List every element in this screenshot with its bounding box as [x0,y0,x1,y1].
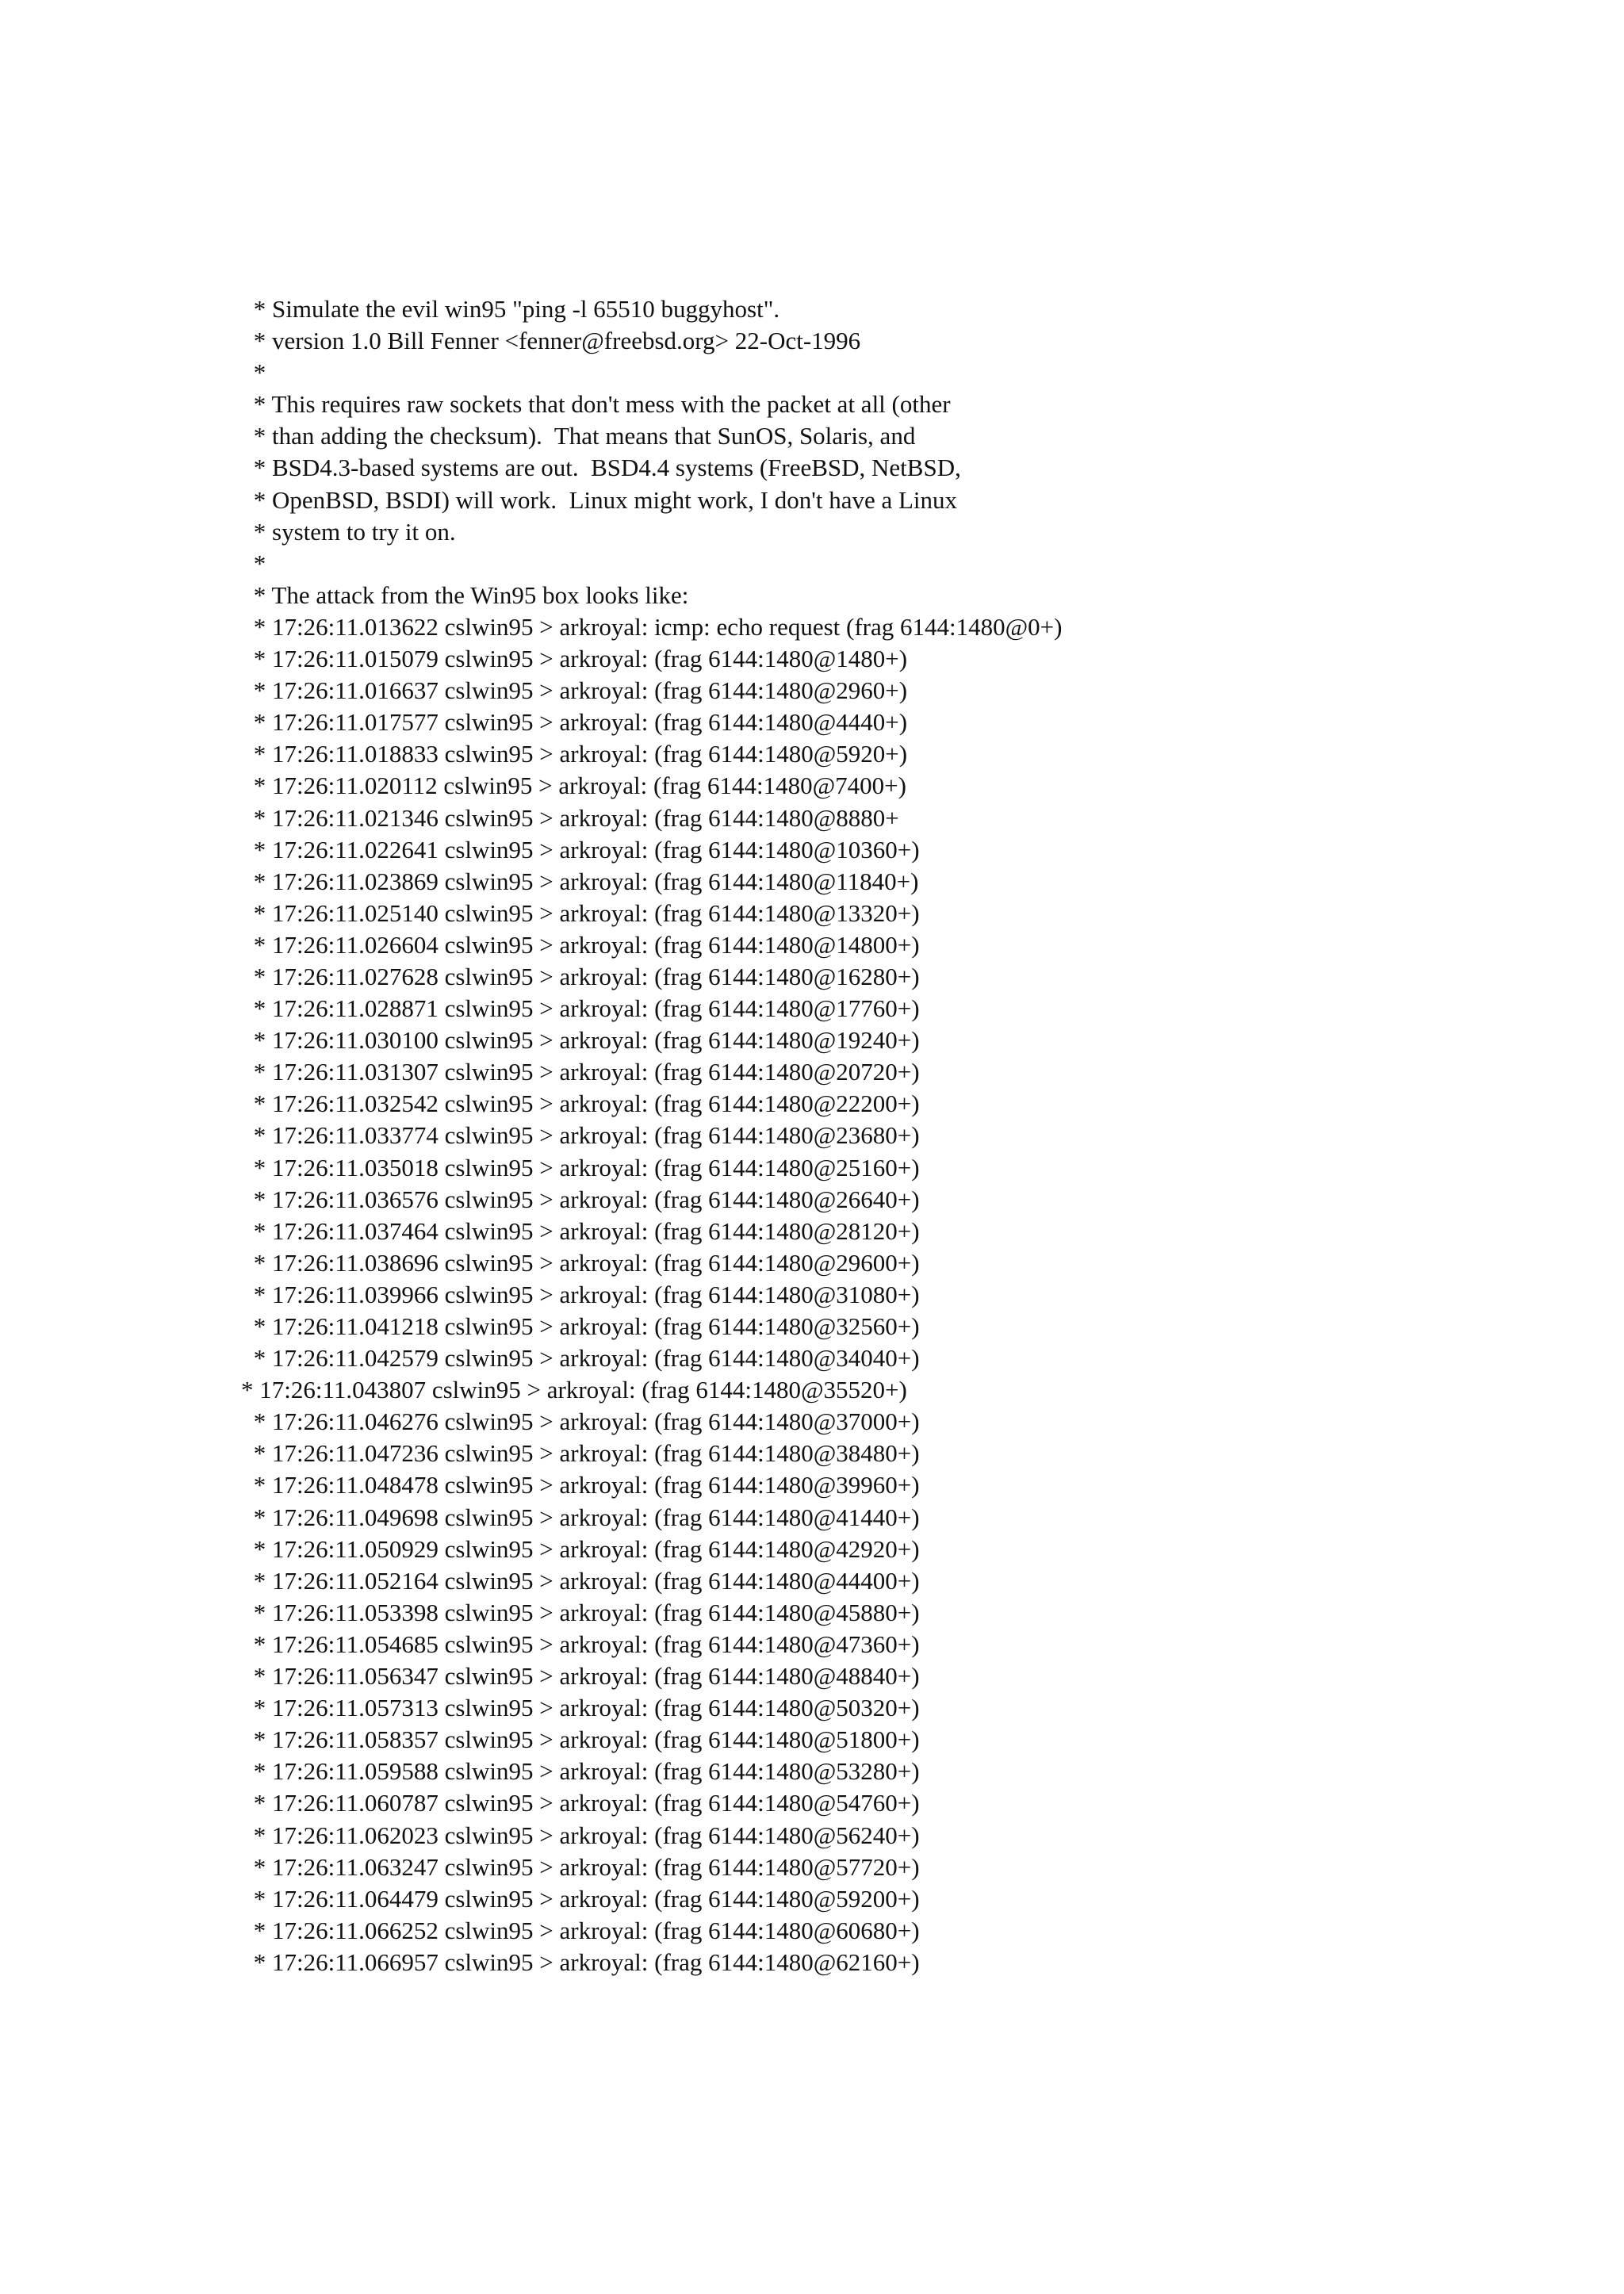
document-line: * [247,358,266,387]
document-line: * 17:26:11.033774 cslwin95 > arkroyal: (frag 6144:1480@23680+) [247,1121,920,1150]
document-line: * 17:26:11.048478 cslwin95 > arkroyal: (frag 6144:1480@39960+) [247,1471,920,1499]
document-line: * 17:26:11.056347 cslwin95 > arkroyal: (frag 6144:1480@48840+) [247,1662,920,1691]
document-line: * 17:26:11.041218 cslwin95 > arkroyal: (frag 6144:1480@32560+) [247,1312,920,1340]
document-line: * than adding the checksum). That means that SunOS, Solaris, and [247,422,916,450]
document-line: * 17:26:11.042579 cslwin95 > arkroyal: (frag 6144:1480@34040+) [247,1344,920,1373]
document-line: * 17:26:11.066957 cslwin95 > arkroyal: (frag 6144:1480@62160+) [247,1947,920,1976]
document-line: * This requires raw sockets that don't mess with the packet at all (other [247,390,951,419]
document-line: * 17:26:11.035018 cslwin95 > arkroyal: (frag 6144:1480@25160+) [247,1153,920,1181]
document-line: * 17:26:11.023869 cslwin95 > arkroyal: (frag 6144:1480@11840+) [247,867,919,895]
document-line: * The attack from the Win95 box looks like: [247,580,689,609]
document-line: * 17:26:11.020112 cslwin95 > arkroyal: (frag 6144:1480@7400+) [247,772,906,800]
document-line: * 17:26:11.046276 cslwin95 > arkroyal: (frag 6144:1480@37000+) [247,1407,920,1436]
document-line: * 17:26:11.060787 cslwin95 > arkroyal: (frag 6144:1480@54760+) [247,1789,920,1817]
document-line: * 17:26:11.026604 cslwin95 > arkroyal: (frag 6144:1480@14800+) [247,930,920,959]
document-line: * 17:26:11.018833 cslwin95 > arkroyal: (frag 6144:1480@5920+) [247,740,908,768]
document-line: * 17:26:11.043807 cslwin95 > arkroyal: (frag 6144:1480@35520+) [241,1376,907,1404]
document-line: * 17:26:11.052164 cslwin95 > arkroyal: (frag 6144:1480@44400+) [247,1566,920,1595]
document-line: * 17:26:11.022641 cslwin95 > arkroyal: (frag 6144:1480@10360+) [247,835,920,864]
document-line: * 17:26:11.032542 cslwin95 > arkroyal: (frag 6144:1480@22200+) [247,1090,920,1118]
document-line: * system to try it on. [247,517,456,546]
document-line: * [247,549,266,577]
document-line: * 17:26:11.028871 cslwin95 > arkroyal: (frag 6144:1480@17760+) [247,994,920,1023]
document-line: * 17:26:11.063247 cslwin95 > arkroyal: (frag 6144:1480@57720+) [247,1852,920,1881]
document-line: * 17:26:11.031307 cslwin95 > arkroyal: (frag 6144:1480@20720+) [247,1058,920,1086]
document-line: * 17:26:11.013622 cslwin95 > arkroyal: icmp: echo request (frag 6144:1480@0+) [247,612,1063,641]
document-line: * OpenBSD, BSDI) will work. Linux might work, I don't have a Linux [247,485,958,514]
document-line: * 17:26:11.038696 cslwin95 > arkroyal: (frag 6144:1480@29600+) [247,1248,920,1277]
document-line: * 17:26:11.053398 cslwin95 > arkroyal: (frag 6144:1480@45880+) [247,1598,920,1626]
document-line: * Simulate the evil win95 "ping -l 65510 buggyhost". [247,295,780,323]
document-line: * BSD4.3-based systems are out. BSD4.4 systems (FreeBSD, NetBSD, [247,454,961,482]
document-line: * 17:26:11.027628 cslwin95 > arkroyal: (frag 6144:1480@16280+) [247,962,920,990]
document-line: * 17:26:11.064479 cslwin95 > arkroyal: (frag 6144:1480@59200+) [247,1884,920,1913]
document-line: * 17:26:11.062023 cslwin95 > arkroyal: (frag 6144:1480@56240+) [247,1821,920,1849]
document-line: * 17:26:11.015079 cslwin95 > arkroyal: (frag 6144:1480@1480+) [247,645,908,673]
document-line: * 17:26:11.058357 cslwin95 > arkroyal: (frag 6144:1480@51800+) [247,1725,920,1754]
document-line: * version 1.0 Bill Fenner <fenner@freebsd.org> 22-Oct-1996 [247,327,861,355]
document-line: * 17:26:11.036576 cslwin95 > arkroyal: (frag 6144:1480@26640+) [247,1185,920,1213]
code-comment-block [241,293,1063,1978]
document-line: * 17:26:11.066252 cslwin95 > arkroyal: (frag 6144:1480@60680+) [247,1916,920,1944]
document-line: * 17:26:11.057313 cslwin95 > arkroyal: (frag 6144:1480@50320+) [247,1694,920,1722]
document-line: * 17:26:11.039966 cslwin95 > arkroyal: (frag 6144:1480@31080+) [247,1280,920,1308]
document-line: * 17:26:11.047236 cslwin95 > arkroyal: (frag 6144:1480@38480+) [247,1439,920,1468]
document-line: * 17:26:11.049698 cslwin95 > arkroyal: (frag 6144:1480@41440+) [247,1503,920,1531]
document-line: * 17:26:11.025140 cslwin95 > arkroyal: (frag 6144:1480@13320+) [247,898,920,927]
document-line: * 17:26:11.016637 cslwin95 > arkroyal: (frag 6144:1480@2960+) [247,676,908,705]
document-line: * 17:26:11.054685 cslwin95 > arkroyal: (frag 6144:1480@47360+) [247,1630,920,1658]
document-line: * 17:26:11.021346 cslwin95 > arkroyal: (frag 6144:1480@8880+ [247,803,899,832]
document-line: * 17:26:11.059588 cslwin95 > arkroyal: (frag 6144:1480@53280+) [247,1757,920,1786]
document-line: * 17:26:11.050929 cslwin95 > arkroyal: (frag 6144:1480@42920+) [247,1534,920,1563]
document-line: * 17:26:11.017577 cslwin95 > arkroyal: (frag 6144:1480@4440+) [247,708,908,737]
document-line: * 17:26:11.037464 cslwin95 > arkroyal: (frag 6144:1480@28120+) [247,1216,920,1245]
document-line: * 17:26:11.030100 cslwin95 > arkroyal: (frag 6144:1480@19240+) [247,1026,920,1055]
